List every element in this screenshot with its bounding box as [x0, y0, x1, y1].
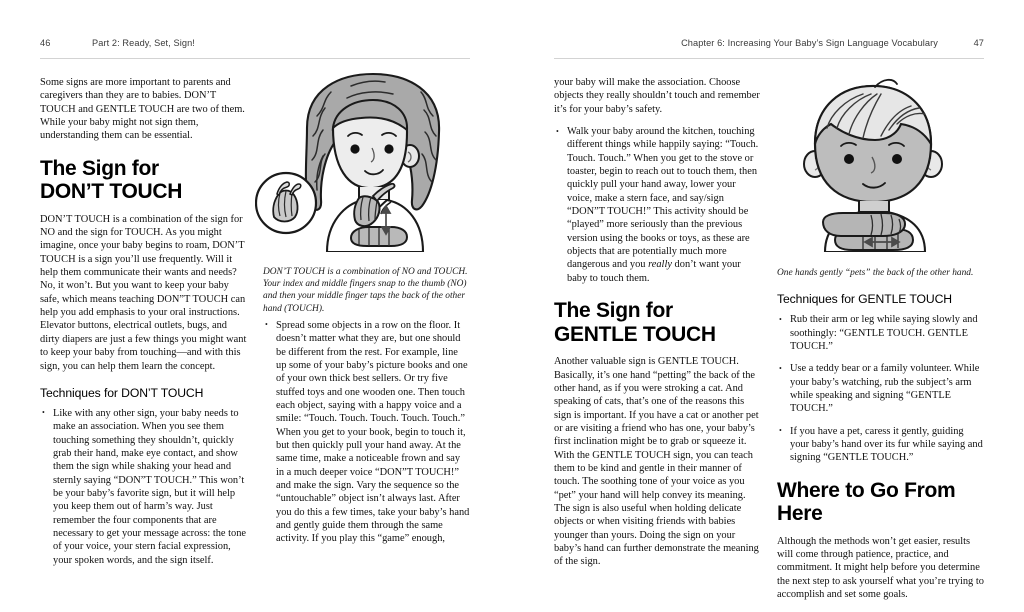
continued-paragraph: your baby will make the association. Choose objects they really shouldn’t touch and remember it’s for your baby’s safety. [554, 77, 760, 115]
gentle-touch-techniques-heading: Techniques for GENTLE TOUCH [777, 292, 952, 307]
intro-paragraph: Some signs are more important to parents and caregivers than they are to babies. DON’T TOUCH and GENTLE TOUCH are two of them. While your baby might not sign them, understanding them can be essential. [40, 77, 245, 142]
gentle-touch-paragraph: Another valuable sign is GENTLE TOUCH. Basically, it’s one hand “petting” the back of the other hand, as if you were stroking a cat. And speaking of cats, that’s one of the reasons this sign is important. If you have a cat or another pet or are visiting a friend who has one, your baby’s first inclination might be to grab or squeeze it. With the GENTLE TOUCH sign, you can teach them to be kind and gentle in their manner of touch. The soothing tone of your voice as you “pet” your hand will help convey its meaning. The sign is also useful when holding delicate objects or when visiting friends with babies younger than yours. Doing the sign on your baby’s hand can further demonstrate the meaning of the sign. [554, 356, 759, 568]
left-page-columns [40, 76, 470, 567]
where-to-go-heading: Where to Go From Here [777, 478, 956, 526]
right-page-column-2 [777, 76, 984, 610]
list-item: • Spread some objects in a row on the floor. It doesn’t matter what they are, but one should be different from the rest. For example, line up some of your baby’s picture books and one of your own thick best sellers. Or try five stuffed toys and one wooden one. Then touch each object, saying with a happy voice and a smile: “Touch. Touch. Touch. Touch. Touch.” When you get to your book, begin to touch it, but then quickly pull your hand away. At the same time, make a noticeable frown and say in a much deeper voice “DON”T TOUCH!” and make the sign. Vary the sequence so the “untouchable” object isn’t always last. After you do this a few times, take your baby’s hand and gently guide them through the same activity. If you play this “game” enough, [263, 319, 470, 546]
dont-touch-illustration [255, 70, 462, 257]
list-item [554, 125, 761, 285]
gentle-touch-techniques-list [777, 313, 984, 464]
dont-touch-techniques-heading: Techniques for DON’T TOUCH [40, 385, 204, 400]
gentle-touch-heading-line-1: The Sign for [554, 299, 673, 323]
list-item-text-end: don’t want your baby to touch them. [567, 259, 741, 284]
left-page-running-head-title: Part 2: Ready, Set, Sign! [92, 38, 195, 48]
dont-touch-techniques-list [40, 407, 247, 567]
left-page-folio: 46 [40, 38, 51, 48]
where-to-go-paragraph: Although the methods won’t get easier, results will come through patience, practice, and commitment. It might help before you determine the next step to ask yourself what you’re trying to accomplish and set some goals. [777, 535, 984, 601]
left-page-header-rule [40, 58, 470, 59]
dont-touch-section-heading [40, 157, 247, 204]
right-page-header-rule [554, 58, 984, 59]
gentle-touch-figure-caption: One hands gently “pets” the back of the other hand. [777, 268, 974, 278]
gentle-touch-heading-line-2: GENTLE TOUCH [554, 322, 716, 346]
right-page-running-head [554, 38, 984, 52]
dont-touch-kitchen-list [554, 125, 761, 285]
list-item: • If you have a pet, caress it gently, guiding your baby’s hand over its fur while saying and signing “GENTLE TOUCH.” [777, 425, 984, 465]
right-page-columns [554, 76, 984, 610]
gentle-touch-section-heading [554, 299, 761, 346]
dont-touch-heading-line-2: DON’T TOUCH [40, 180, 183, 204]
right-page-folio: 47 [973, 38, 984, 48]
gentle-touch-illustration [779, 72, 986, 257]
list-item-text-start: Walk your baby around the kitchen, touching different things while happily saying: “Touch. Touch. Touch.” When you get to the stove or toaster, begin to reach out to touch them, then quickly pull your hand away, lower your voice, make a stern face, and say/sign “DON”T TOUCH!” This activity should be “played” more seriously than the previous version using the books or toys, as these are objects that are potentially much more dangerous and you [567, 126, 759, 271]
dont-touch-figure-caption: DON’T TOUCH is a combination of NO and TOUCH. Your index and middle fingers snap to the thumb (NO) and then your middle finger taps the back of the other hand (TOUCH). [263, 267, 468, 314]
right-page-column-1 [554, 76, 761, 610]
right-page [512, 0, 1024, 612]
dont-touch-heading-line-1: The Sign for [40, 156, 159, 180]
dont-touch-techniques-list-continued [263, 319, 470, 546]
list-item-emphasis: really [648, 259, 672, 271]
left-page-running-head [40, 38, 470, 52]
list-item: • Like with any other sign, your baby needs to make an association. When you see them touching something they shouldn’t, quickly grab their hand, make eye contact, and show them the sign while shaking your head and sternly saying “DON”T TOUCH.” This won’t be your baby’s favorite sign, but it will help you keep them out of harm’s way. Just remember the four components that are necessary to get your message across: the tone of your voice, your stern facial expression, your spoken words, and the sign itself. [40, 407, 247, 567]
dont-touch-paragraph: DON’T TOUCH is a combination of the sign for NO and the sign for TOUCH. As you might imagine, once your baby begins to roam, DON’T TOUCH is a sign you’ll use frequently. Will it help them communicate their wants and needs? No, it won’t. But you want to keep your baby safe, which means teaching DON”T TOUCH can help you add emphasis to your oral instructions. Elevator buttons, electrical outlets, bugs, and dirty diapers are just a few things you might want to keep your baby from touching—and with this sign, you can help them learn the concept. [40, 213, 247, 372]
right-page-running-head-title: Chapter 6: Increasing Your Baby’s Sign Language Vocabulary [681, 38, 938, 48]
list-item: • Use a teddy bear or a family volunteer. While your baby’s watching, rub the subject’s arm while speaking and signing “GENTLE TOUCH.” [777, 362, 984, 415]
left-page-column-2 [263, 76, 470, 567]
left-page-column-1 [40, 76, 247, 567]
list-item: • Rub their arm or leg while saying slowly and soothingly: “GENTLE TOUCH. GENTLE TOUCH.” [777, 313, 984, 353]
